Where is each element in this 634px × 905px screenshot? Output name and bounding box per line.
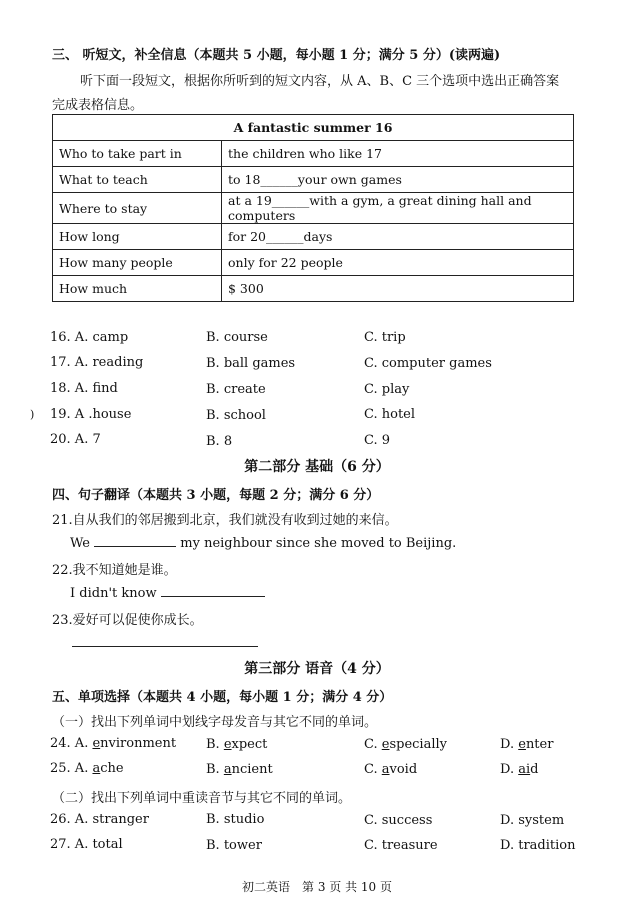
q21-end: my neighbour since she moved to Beijing. [180, 536, 457, 551]
underlined-letter: e [381, 737, 390, 752]
choice-25-b [206, 762, 273, 777]
margin-mark: ) [30, 408, 35, 421]
table-row [53, 224, 574, 250]
choice-27-b: B. tower [206, 838, 262, 853]
table-row [53, 250, 574, 276]
option-prefix: D. [500, 737, 519, 752]
table-title: A fantastic summer 16 [53, 115, 574, 141]
underlined-letter: e [223, 737, 232, 752]
option-prefix: D. [500, 762, 519, 777]
section3-heading: 三、 听短文，补全信息（本题共 5 小题，每小题 1 分；满分 5 分）(读两遍) [52, 48, 501, 63]
choice-24-a [50, 736, 176, 751]
answer-blank-21[interactable] [94, 534, 176, 547]
row-label: What to teach [53, 167, 222, 193]
section3-instruction-1: 听下面一段短文，根据你所听到的短文内容，从 A、B、C 三个选项中选出正确答案 [80, 74, 560, 89]
choice-17-a: 17. A. reading [50, 355, 144, 370]
choice-19-c: C. hotel [364, 407, 416, 422]
table-row [53, 276, 574, 302]
choice-16-a: 16. A. camp [50, 330, 129, 345]
answer-blank-22[interactable] [161, 584, 265, 597]
option-prefix: 24. A. [50, 736, 93, 751]
part2-title: 第二部分 基础（6 分） [244, 459, 390, 475]
row-value: the children who like 17 [222, 141, 574, 167]
question-21: 21.自从我们的邻居搬到北京，我们就没有收到过她的来信。 [52, 513, 398, 528]
part3-sub1: （一）找出下列单词中划线字母发音与其它不同的单词。 [52, 715, 378, 730]
listening-info-table [52, 114, 574, 302]
part3-sub2: （二）找出下列单词中重读音节与其它不同的单词。 [52, 791, 352, 806]
choice-25-c [364, 762, 417, 777]
underlined-letter: e [92, 736, 101, 751]
option-rest: void [389, 762, 418, 777]
row-value: for 20______days [222, 224, 574, 250]
choice-20-a: 20. A. 7 [50, 432, 101, 447]
option-rest: d [530, 762, 539, 777]
row-label: Where to stay [53, 193, 222, 224]
choice-26-c: C. success [364, 813, 433, 828]
row-label: Who to take part in [53, 141, 222, 167]
row-value: only for 22 people [222, 250, 574, 276]
option-rest: specially [389, 737, 447, 752]
question-23: 23.爱好可以促使你成长。 [52, 613, 203, 628]
underlined-letter: a [223, 762, 232, 777]
option-rest: ncient [231, 762, 273, 777]
row-value: $ 300 [222, 276, 574, 302]
section3-instruction-2: 完成表格信息。 [52, 98, 144, 113]
choice-20-c: C. 9 [364, 433, 391, 448]
option-prefix: C. [364, 762, 382, 777]
choice-19-a: 19. A .house [50, 407, 132, 422]
option-rest: che [100, 761, 124, 776]
underlined-letter: ai [518, 762, 531, 777]
row-value: at a 19______with a gym, a great dining hall and computers [222, 193, 574, 224]
part3-title: 第三部分 语音（4 分） [244, 661, 390, 677]
choice-20-b: B. 8 [206, 434, 233, 449]
question-22: 22.我不知道她是谁。 [52, 563, 177, 578]
choice-18-c: C. play [364, 382, 410, 397]
choice-26-b: B. studio [206, 812, 265, 827]
choice-16-c: C. trip [364, 330, 406, 345]
choice-16-b: B. course [206, 330, 268, 345]
choice-24-c [364, 737, 447, 752]
row-label: How many people [53, 250, 222, 276]
option-prefix: B. [206, 737, 224, 752]
choice-18-a: 18. A. find [50, 381, 118, 396]
part2-heading: 四、句子翻译（本题共 3 小题，每题 2 分；满分 6 分） [52, 488, 380, 503]
choice-24-b [206, 737, 267, 752]
underlined-letter: a [381, 762, 390, 777]
option-prefix: B. [206, 762, 224, 777]
row-label: How long [53, 224, 222, 250]
row-label: How much [53, 276, 222, 302]
answer-line-23[interactable] [72, 646, 258, 647]
row-value: to 18______your own games [222, 167, 574, 193]
choice-19-b: B. school [206, 408, 266, 423]
option-prefix: 25. A. [50, 761, 93, 776]
choice-17-b: B. ball games [206, 356, 296, 371]
choice-18-b: B. create [206, 382, 266, 397]
table-row [53, 193, 574, 224]
option-rest: nvironment [100, 736, 177, 751]
choice-27-d: D. tradition [500, 838, 576, 853]
choice-25-a [50, 761, 124, 776]
question-21-english [70, 534, 456, 551]
underlined-letter: e [518, 737, 526, 752]
choice-26-d: D. system [500, 813, 565, 828]
q21-start: We [70, 536, 90, 551]
choice-24-d [500, 737, 553, 752]
underlined-letter: a [92, 761, 101, 776]
table-row [53, 167, 574, 193]
option-rest: nter [525, 737, 554, 752]
q22-start: I didn't know [70, 586, 157, 601]
part3-heading: 五、单项选择（本题共 4 小题，每小题 1 分；满分 4 分） [52, 690, 393, 705]
table-row [53, 141, 574, 167]
page-footer: 初二英语 第 3 页 共 10 页 [242, 880, 392, 894]
choice-27-a: 27. A. total [50, 837, 123, 852]
choice-25-d [500, 762, 538, 777]
choice-27-c: C. treasure [364, 838, 438, 853]
option-prefix: C. [364, 737, 382, 752]
option-rest: xpect [231, 737, 268, 752]
choice-17-c: C. computer games [364, 356, 492, 371]
question-22-english [70, 584, 265, 601]
choice-26-a: 26. A. stranger [50, 812, 149, 827]
